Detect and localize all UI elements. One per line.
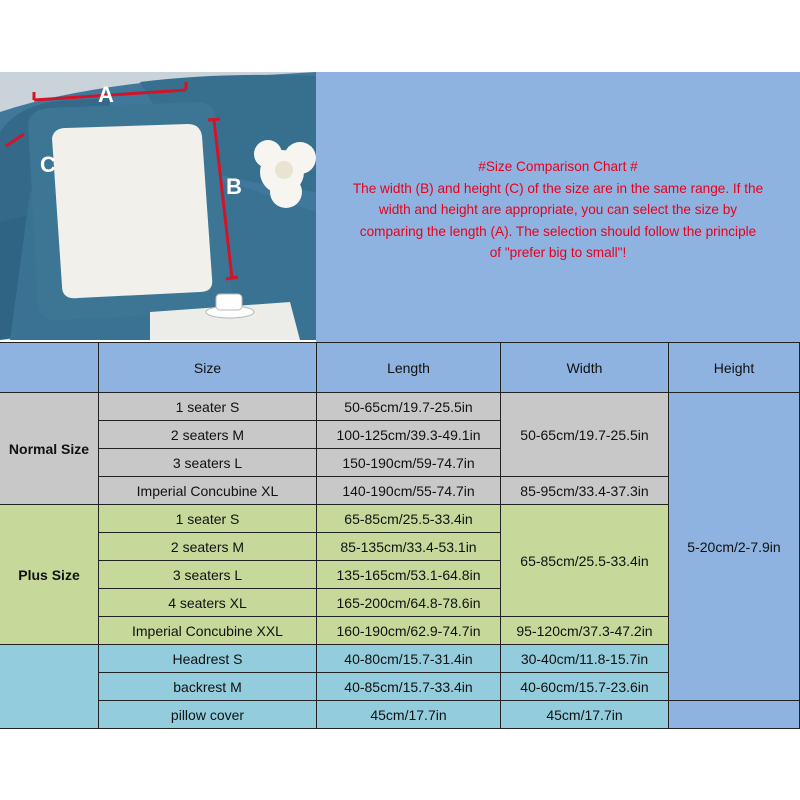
height-cell: 5-20cm/2-7.9in <box>669 393 800 701</box>
length-cell: 50-65cm/19.7-25.5in <box>317 393 501 421</box>
size-cell: Headrest S <box>99 645 317 673</box>
header-blank <box>0 343 99 393</box>
label-b: B <box>226 174 242 199</box>
size-cell: 2 seaters M <box>99 533 317 561</box>
instruction-line: width and height are appropriate, you can select the size by <box>378 202 738 218</box>
length-cell: 65-85cm/25.5-33.4in <box>317 505 501 533</box>
length-cell: 160-190cm/62.9-74.7in <box>317 617 501 645</box>
group-plus-size: Plus Size <box>0 505 99 645</box>
length-cell: 150-190cm/59-74.7in <box>317 449 501 477</box>
instruction-line: The width (B) and height (C) of the size are in the same range. If the <box>352 180 764 196</box>
group-normal-size: Normal Size <box>0 393 99 505</box>
header-width: Width <box>501 343 669 393</box>
width-cell: 50-65cm/19.7-25.5in <box>501 393 669 477</box>
size-cell: 4 seaters XL <box>99 589 317 617</box>
size-cell: Imperial Concubine XXL <box>99 617 317 645</box>
width-cell: 65-85cm/25.5-33.4in <box>501 505 669 617</box>
length-cell: 45cm/17.7in <box>317 701 501 729</box>
height-cell-empty <box>669 701 800 729</box>
size-cell: 1 seater S <box>99 505 317 533</box>
length-cell: 135-165cm/53.1-64.8in <box>317 561 501 589</box>
length-cell: 100-125cm/39.3-49.1in <box>317 421 501 449</box>
instruction-title: #Size Comparison Chart # <box>478 159 638 175</box>
instruction-line: of "prefer big to small"! <box>489 245 627 261</box>
size-cell: backrest M <box>99 673 317 701</box>
width-cell: 85-95cm/33.4-37.3in <box>501 477 669 505</box>
label-a: A <box>98 82 114 107</box>
length-cell: 40-85cm/15.7-33.4in <box>317 673 501 701</box>
header-height: Height <box>669 343 800 393</box>
length-cell: 40-80cm/15.7-31.4in <box>317 645 501 673</box>
size-cell: pillow cover <box>99 701 317 729</box>
width-cell: 40-60cm/15.7-23.6in <box>501 673 669 701</box>
width-cell: 95-120cm/37.3-47.2in <box>501 617 669 645</box>
size-cell: 1 seater S <box>99 393 317 421</box>
width-cell: 30-40cm/11.8-15.7in <box>501 645 669 673</box>
length-cell: 85-135cm/33.4-53.1in <box>317 533 501 561</box>
group-accessory <box>0 645 99 729</box>
header-length: Length <box>317 343 501 393</box>
size-cell: 2 seaters M <box>99 421 317 449</box>
width-cell: 45cm/17.7in <box>501 701 669 729</box>
header-size: Size <box>99 343 317 393</box>
size-cell: 3 seaters L <box>99 449 317 477</box>
length-cell: 140-190cm/55-74.7in <box>317 477 501 505</box>
length-cell: 165-200cm/64.8-78.6in <box>317 589 501 617</box>
label-c: C <box>40 152 56 177</box>
size-cell: 3 seaters L <box>99 561 317 589</box>
size-cell: Imperial Concubine XL <box>99 477 317 505</box>
instruction-line: comparing the length (A). The selection should follow the principle <box>359 223 757 239</box>
